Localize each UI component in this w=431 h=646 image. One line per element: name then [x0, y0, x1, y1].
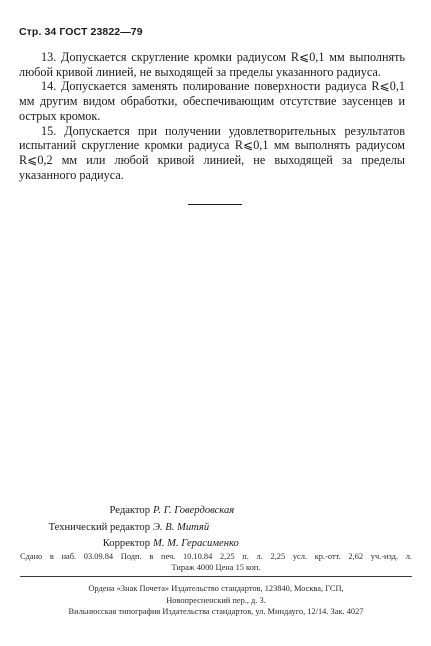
credit-role: Корректор	[102, 538, 150, 549]
publisher-info	[20, 583, 412, 618]
running-head: Стр. 34 ГОСТ 23822—79	[19, 26, 143, 38]
imprint-circulation: Тираж 4000 Цена 15 коп.	[171, 563, 261, 572]
paragraph-13: 13. Допускается скругление кромки радиусом R⩽0,1 мм выполнять любой кривой линией, не выходящей за пределы указанного радиуса.	[19, 50, 405, 79]
credit-person: Р. Г. Говердовская	[153, 505, 235, 516]
paragraph-15: 15. Допускается при получении удовлетворительных результатов испытаний скругление кромки радиуса R⩽0,1 мм выполнять радиусом R⩽0,2 мм или любой кривой линией, не выходящей за пределы указанного радиуса.	[19, 123, 405, 182]
credit-technical-editor	[0, 520, 431, 537]
print-imprint	[20, 551, 412, 573]
credit-role: Технический редактор	[48, 521, 150, 533]
editorial-credits	[0, 503, 431, 553]
imprint-divider	[20, 576, 412, 577]
printer-info: Вильнюсская типография Издательства стандартов, ул. Миндауго, 12/14. Зак. 4027	[68, 607, 364, 616]
body-text	[19, 50, 405, 182]
credit-editor	[0, 503, 431, 520]
credit-role: Редактор	[109, 505, 150, 516]
credit-person: М. М. Герасименко	[153, 538, 239, 549]
credit-person: Э. В. Митяй	[153, 521, 210, 533]
end-of-text-rule	[188, 204, 242, 205]
publisher-address: Новопресненский пер., д. 3.	[166, 595, 266, 605]
imprint-dates: Сдано в наб. 03.09.84 Подп. в печ. 10.10.84 2,25 п. л. 2,25 усл. кр.-отт. 2,62 уч.-изд. л.	[20, 552, 412, 561]
publisher-name: Ордена «Знак Почета» Издательство стандартов, 123840, Москва, ГСП,	[88, 584, 344, 593]
paragraph-14: 14. Допускается заменять полирование поверхности радиуса R⩽0,1 мм другим видом обработки, обеспечивающим отсутствие заусенцев и острых кромок.	[19, 79, 405, 123]
